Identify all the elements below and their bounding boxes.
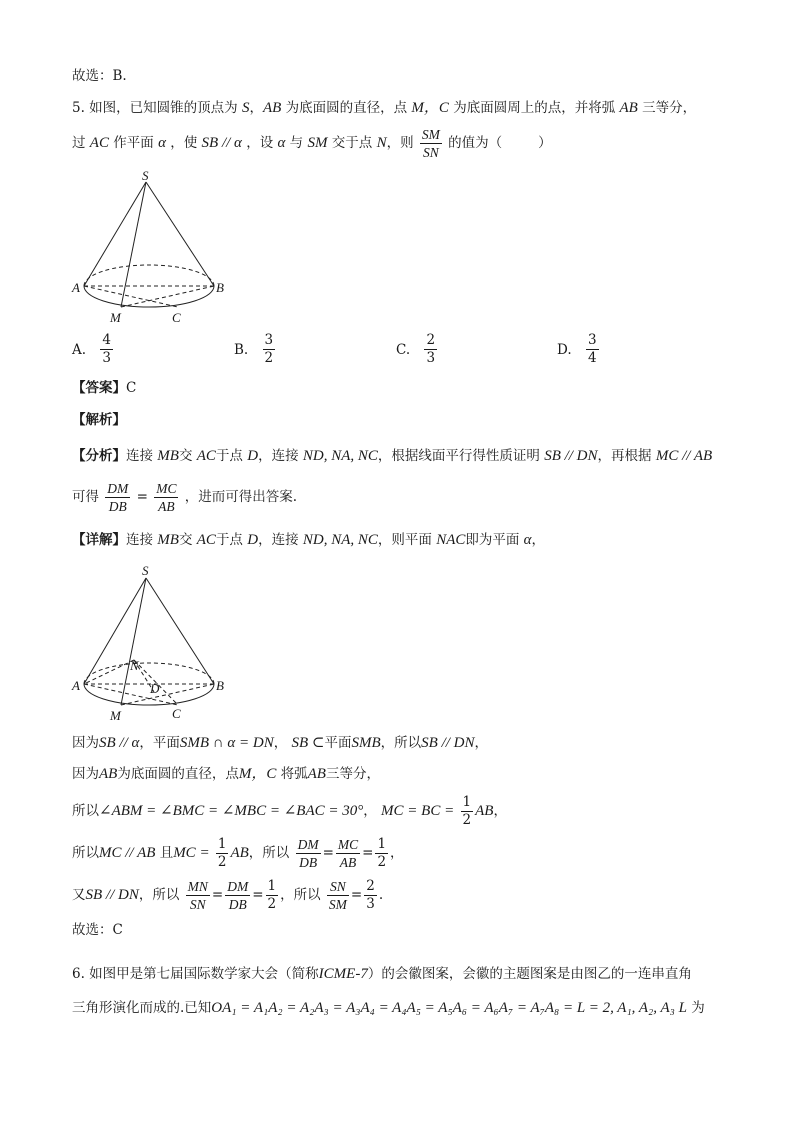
cone-figure-1 [70, 168, 240, 328]
sol-line4: 所以MC // AB 且MC = $\frac{1}{2}$ AB，所以 $\frac{DM}{DB}$ = $\frac{MC}{AB}$ = $\frac{1}{2}$ ， [72, 836, 404, 870]
label-a: A [72, 678, 80, 693]
fenxi-line2: 可得 $\frac{DM}{DB}$ = $\frac{MC}{AB}$ ，进而可得出答案. [72, 481, 298, 514]
answer-line: 【答案】C [72, 380, 137, 396]
option-a[interactable]: A. $\frac{4}{3}$ [72, 332, 111, 366]
label-d: D [150, 681, 160, 696]
label-s: S [142, 563, 149, 578]
sol-line1: 因为SB // α，平面SMB ∩ α = DN， SB ⊂平面SMB，所以SB // DN， [72, 735, 488, 751]
fenxi-line1: 【分析】连接 MB交 AC于点 D，连接 ND, NA, NC，根据线面平行得性质证明 SB // DN，再根据 MC // AB [72, 448, 713, 464]
q6-line2: 三角形演化而成的.已知OA₁ = A₁A₂ = A₂A₃ = A₃A₄ = A₄A₅ = A₅A₆ = A₆A₇ = A₇A₈ = L = 2, A₁, A₂, A₃ L 为 [72, 1000, 705, 1016]
analysis-heading: 【解析】 [72, 412, 126, 428]
label-b: B [216, 678, 224, 693]
label-c: C [172, 706, 181, 721]
option-d[interactable]: D. $\frac{3}{4}$ [557, 332, 597, 366]
option-c[interactable]: C. $\frac{2}{3}$ [396, 332, 436, 366]
label-m: M [110, 708, 121, 723]
sol-line2: 因为AB为底面圆的直径，点M，C 将弧AB三等分， [72, 766, 380, 782]
label-a: A [72, 280, 80, 295]
label-c: C [172, 310, 181, 325]
label-n: N [130, 658, 139, 673]
option-b[interactable]: B. $\frac{3}{2}$ [234, 332, 274, 366]
prev-answer: 故选：B. [72, 68, 127, 84]
label-b: B [216, 280, 224, 295]
label-s: S [142, 168, 149, 183]
xiangjie-line: 【详解】连接 MB交 AC于点 D，连接 ND, NA, NC，则平面 NAC即为平面 α， [72, 532, 546, 548]
q5-line1: 5. 如图，已知圆锥的顶点为 S，AB 为底面圆的直径，点 M，C 为底面圆周上的点，并将弧 AB 三等分， [72, 100, 697, 116]
sol-line5: 又SB // DN，所以 $\frac{MN}{SN}$ = $\frac{DM}{DB}$ = $\frac{1}{2}$ ，所以 $\frac{SN}{SM}$ = $\frac{2}{3}$ . [72, 878, 384, 912]
sol-line3: 所以∠ABM = ∠BMC = ∠MBC = ∠BAC = 30°， MC = BC = $\frac{1}{2}$ AB， [72, 794, 507, 828]
label-m: M [110, 310, 121, 325]
q5-line2: 过 AC 作平面 α ，使 SB // α ，设 α 与 SM 交于点 N，则 $\frac{SM}{SN}$ 的值为（ ） [72, 127, 552, 160]
q5-fraction-sm-sn: $\frac{SM}{SN}$ [421, 127, 440, 160]
sol-final: 故选：C [72, 922, 123, 938]
q6-line1: 6. 如图甲是第七届国际数学家大会（简称ICME-7）的会徽图案，会徽的主题图案是由图乙的一连串直角 [72, 966, 692, 982]
cone-figure-2 [70, 562, 240, 727]
